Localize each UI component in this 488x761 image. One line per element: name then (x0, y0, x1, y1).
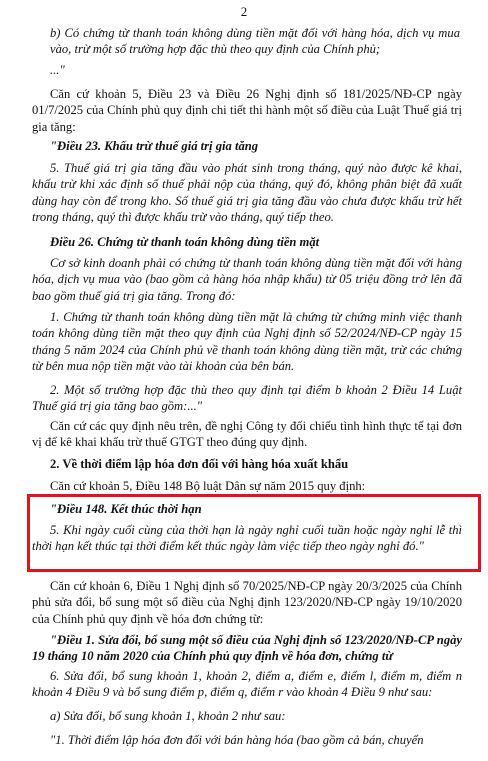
article-1-clause-6: 6. Sửa đổi, bổ sung khoản 1, khoản 2, điểm a, điểm e, điểm l, điểm m, điểm n khoản 4 Điều 9 và bổ sung điểm p, điểm q, điểm r vào khoản 4 Điều 9 như sau: (32, 669, 462, 700)
clause-1-invoice-timing: "1. Thời điểm lập hóa đơn đối với bán hàng hóa (bao gồm cả bán, chuyển (50, 733, 424, 747)
section-2-heading: 2. Về thời điểm lập hóa đơn đối với hàng hóa xuất khẩu (50, 457, 349, 471)
article-26-clause-2: 2. Một số trường hợp đặc thù theo quy định tại điểm b khoản 2 Điều 14 Luật Thuế giá trị gia tăng bao gồm:..." (32, 383, 462, 414)
article-1-heading: "Điều 1. Sửa đổi, bổ sung một số điều của Nghị định số 123/2020/NĐ-CP ngày 19 tháng 10 năm 2020 của Chính phủ quy định về hóa đơn, chứng từ (32, 633, 462, 664)
paragraph-legal-basis-decree-181: Căn cứ khoản 5, Điều 23 và Điều 26 Nghị định số 181/2025/NĐ-CP ngày 01/7/2025 của Chính phủ quy định chi tiết thi hành một số điều của Luật Thuế giá trị gia tăng: (32, 87, 462, 134)
article-26-intro: Cơ sở kinh doanh phải có chứng từ thanh toán không dùng tiền mặt đối với hàng hóa, dịch vụ mua vào (bao gồm cả hàng hóa nhập khẩu) từ 05 triệu đồng trở lên đã bao gồm thuế giá trị gia tăng. Trong đó: (32, 256, 462, 303)
article-26-clause-1: 1. Chứng từ thanh toán không dùng tiền mặt là chứng từ chứng minh việc thanh toán không dùng tiền mặt theo quy định của Nghị định số 52/2024/NĐ-CP ngày 15 tháng 5 năm 2024 của Chính phủ về thanh toán không dùng tiền mặt, trừ các chứng từ bên mua nộp tiền mặt vào tài khoản của bên bán. (32, 310, 462, 374)
paragraph-decree-70-basis: Căn cứ khoản 6, Điều 1 Nghị định số 70/2025/NĐ-CP ngày 20/3/2025 của Chính phủ sửa đổi, bổ sung một số điều của Nghị định 123/2020/NĐ-CP ngày 19/10/2020 của Chính phủ quy định về hóa đơn chứng từ: (32, 579, 462, 626)
paragraph-ellipsis: ..." (50, 63, 65, 77)
point-a: a) Sửa đổi, bổ sung khoản 1, khoản 2 như sau: (50, 709, 286, 723)
article-23-clause-5: 5. Thuế giá trị gia tăng đầu vào phát sinh trong tháng, quý nào được kê khai, khấu trừ khi xác định số thuế phải nộp của tháng, quý đó, không phân biệt đã xuất dùng hay còn để trong kho. Số thuế giá trị gia tăng đầu vào chưa được khấu trừ hết trong tháng, quý thì được khấu trừ vào tháng, quý tiếp theo. (32, 161, 462, 225)
article-26-heading: Điều 26. Chứng từ thanh toán không dùng tiền mặt (50, 235, 320, 249)
article-148-clause-5: 5. Khi ngày cuối cùng của thời hạn là ngày nghỉ cuối tuần hoặc ngày nghỉ lễ thì thời hạn kết thúc tại thời điểm kết thúc ngày làm việc tiếp theo ngày nghỉ đó." (32, 523, 462, 554)
paragraph-recommendation: Căn cứ các quy định nêu trên, đề nghị Công ty đối chiếu tình hình thực tế tại đơn vị để kê khai khấu trừ thuế GTGT theo đúng quy định. (32, 419, 462, 450)
page-number: 2 (240, 4, 248, 19)
article-23-heading: "Điều 23. Khấu trừ thuế giá trị gia tăng (50, 139, 259, 153)
paragraph-civil-code-basis: Căn cứ khoản 5, Điều 148 Bộ luật Dân sự năm 2015 quy định: (50, 479, 366, 493)
paragraph-point-b: b) Có chứng từ thanh toán không dùng tiền mặt đối với hàng hóa, dịch vụ mua vào, trừ một số trường hợp đặc thù theo quy định của Chính phủ; (50, 26, 460, 57)
article-148-heading: "Điều 148. Kết thúc thời hạn (50, 502, 202, 516)
